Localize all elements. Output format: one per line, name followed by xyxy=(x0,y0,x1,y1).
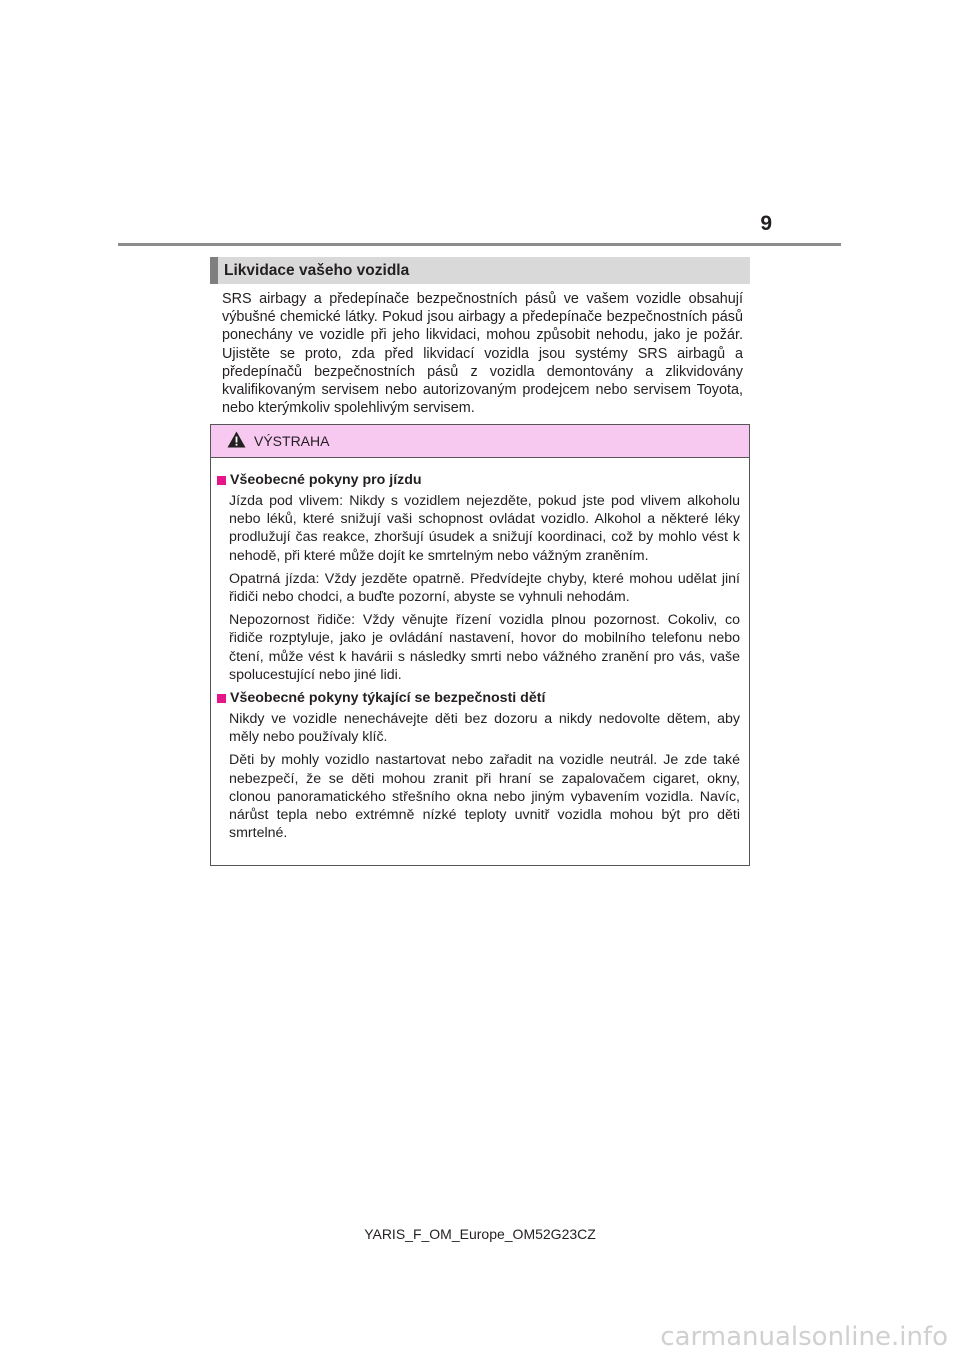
warning-triangle-icon xyxy=(227,431,254,451)
bullet-heading-text: Všeobecné pokyny týkající se bezpečnosti dětí xyxy=(230,690,546,707)
warning-paragraph: Děti by mohly vozidlo nastartovat nebo zařadit na vozidle neutrál. Je zde také nebezpečí, že se děti mohou zranit při hraní se zapalovačem cigaret, okny, clonou panoramatického střešního okna nebo jiným vybavením vozidla. Navíc, nárůst tepla nebo extrémně nízké teploty uvnitř vozidla mohou být pro děti smrtelné. xyxy=(229,752,740,842)
page-number: 9 xyxy=(760,212,772,235)
warning-body xyxy=(211,458,749,842)
section-heading xyxy=(210,257,750,284)
warning-header xyxy=(211,425,749,458)
bullet-heading-text: Všeobecné pokyny pro jízdu xyxy=(230,472,422,488)
disposal-paragraph: SRS airbagy a předepínače bezpečnostních pásů ve vašem vozidle obsahují výbušné chemické látky. Pokud jsou airbagy a předepínače bezpečnostních pásů ponechány ve vozidle při jeho likvidaci, mohou způsobit nehodu, jako je požár. Ujistěte se proto, zda před likvidací vozidla jsou systémy SRS airbagů a předepínačů bezpečnostních pásů z vozidla demontovány a zlikvidovány kvalifikovaným servisem nebo autorizovaným prodejcem nebo servisem Toyota, nebo kterýmkoliv spolehlivým servisem. xyxy=(222,291,743,417)
bullet-heading-child-safety xyxy=(217,689,740,707)
section-heading-text: Likvidace vašeho vozidla xyxy=(224,261,410,279)
document-footer-code: YARIS_F_OM_Europe_OM52G23CZ xyxy=(364,1226,596,1242)
warning-title: VÝSTRAHA xyxy=(254,433,330,449)
warning-box xyxy=(210,424,750,866)
warning-paragraph: Jízda pod vlivem: Nikdy s vozidlem nejezděte, pokud jste pod vlivem alkoholu nebo léků, které snižují vaši schopnost ovládat vozidlo. Alkohol a některé léky prodlužují čas reakce, zhoršují úsudek a snižují koordinaci, což by mohlo vést k nehodě, při které může dojít ke smrtelným nebo vážným zraněním. xyxy=(229,493,740,564)
warning-paragraph: Nepozornost řidiče: Vždy věnujte řízení vozidla plnou pozornost. Cokoliv, co řidiče rozptyluje, jako je ovládání nastavení, hovor do mobilního telefonu nebo čtení, může vést k havárii s následky smrti nebo vážného zranění pro vás, vaše spolucestující nebo jiné lidi. xyxy=(229,612,740,683)
bullet-heading-driving xyxy=(217,471,740,489)
watermark-logo: carmanualsonline.info xyxy=(660,1322,948,1352)
warning-paragraph: Opatrná jízda: Vždy jezděte opatrně. Předvídejte chyby, které mohou udělat jiní řidiči nebo chodci, a buďte pozorní, abyste se vyhnuli nehodám. xyxy=(229,570,740,606)
header-rule xyxy=(118,243,841,246)
bullet-square-icon xyxy=(217,694,226,703)
bullet-square-icon xyxy=(217,476,226,485)
warning-paragraph: Nikdy ve vozidle nenechávejte děti bez dozoru a nikdy nedovolte dětem, aby měly nebo používaly klíč. xyxy=(229,711,740,746)
